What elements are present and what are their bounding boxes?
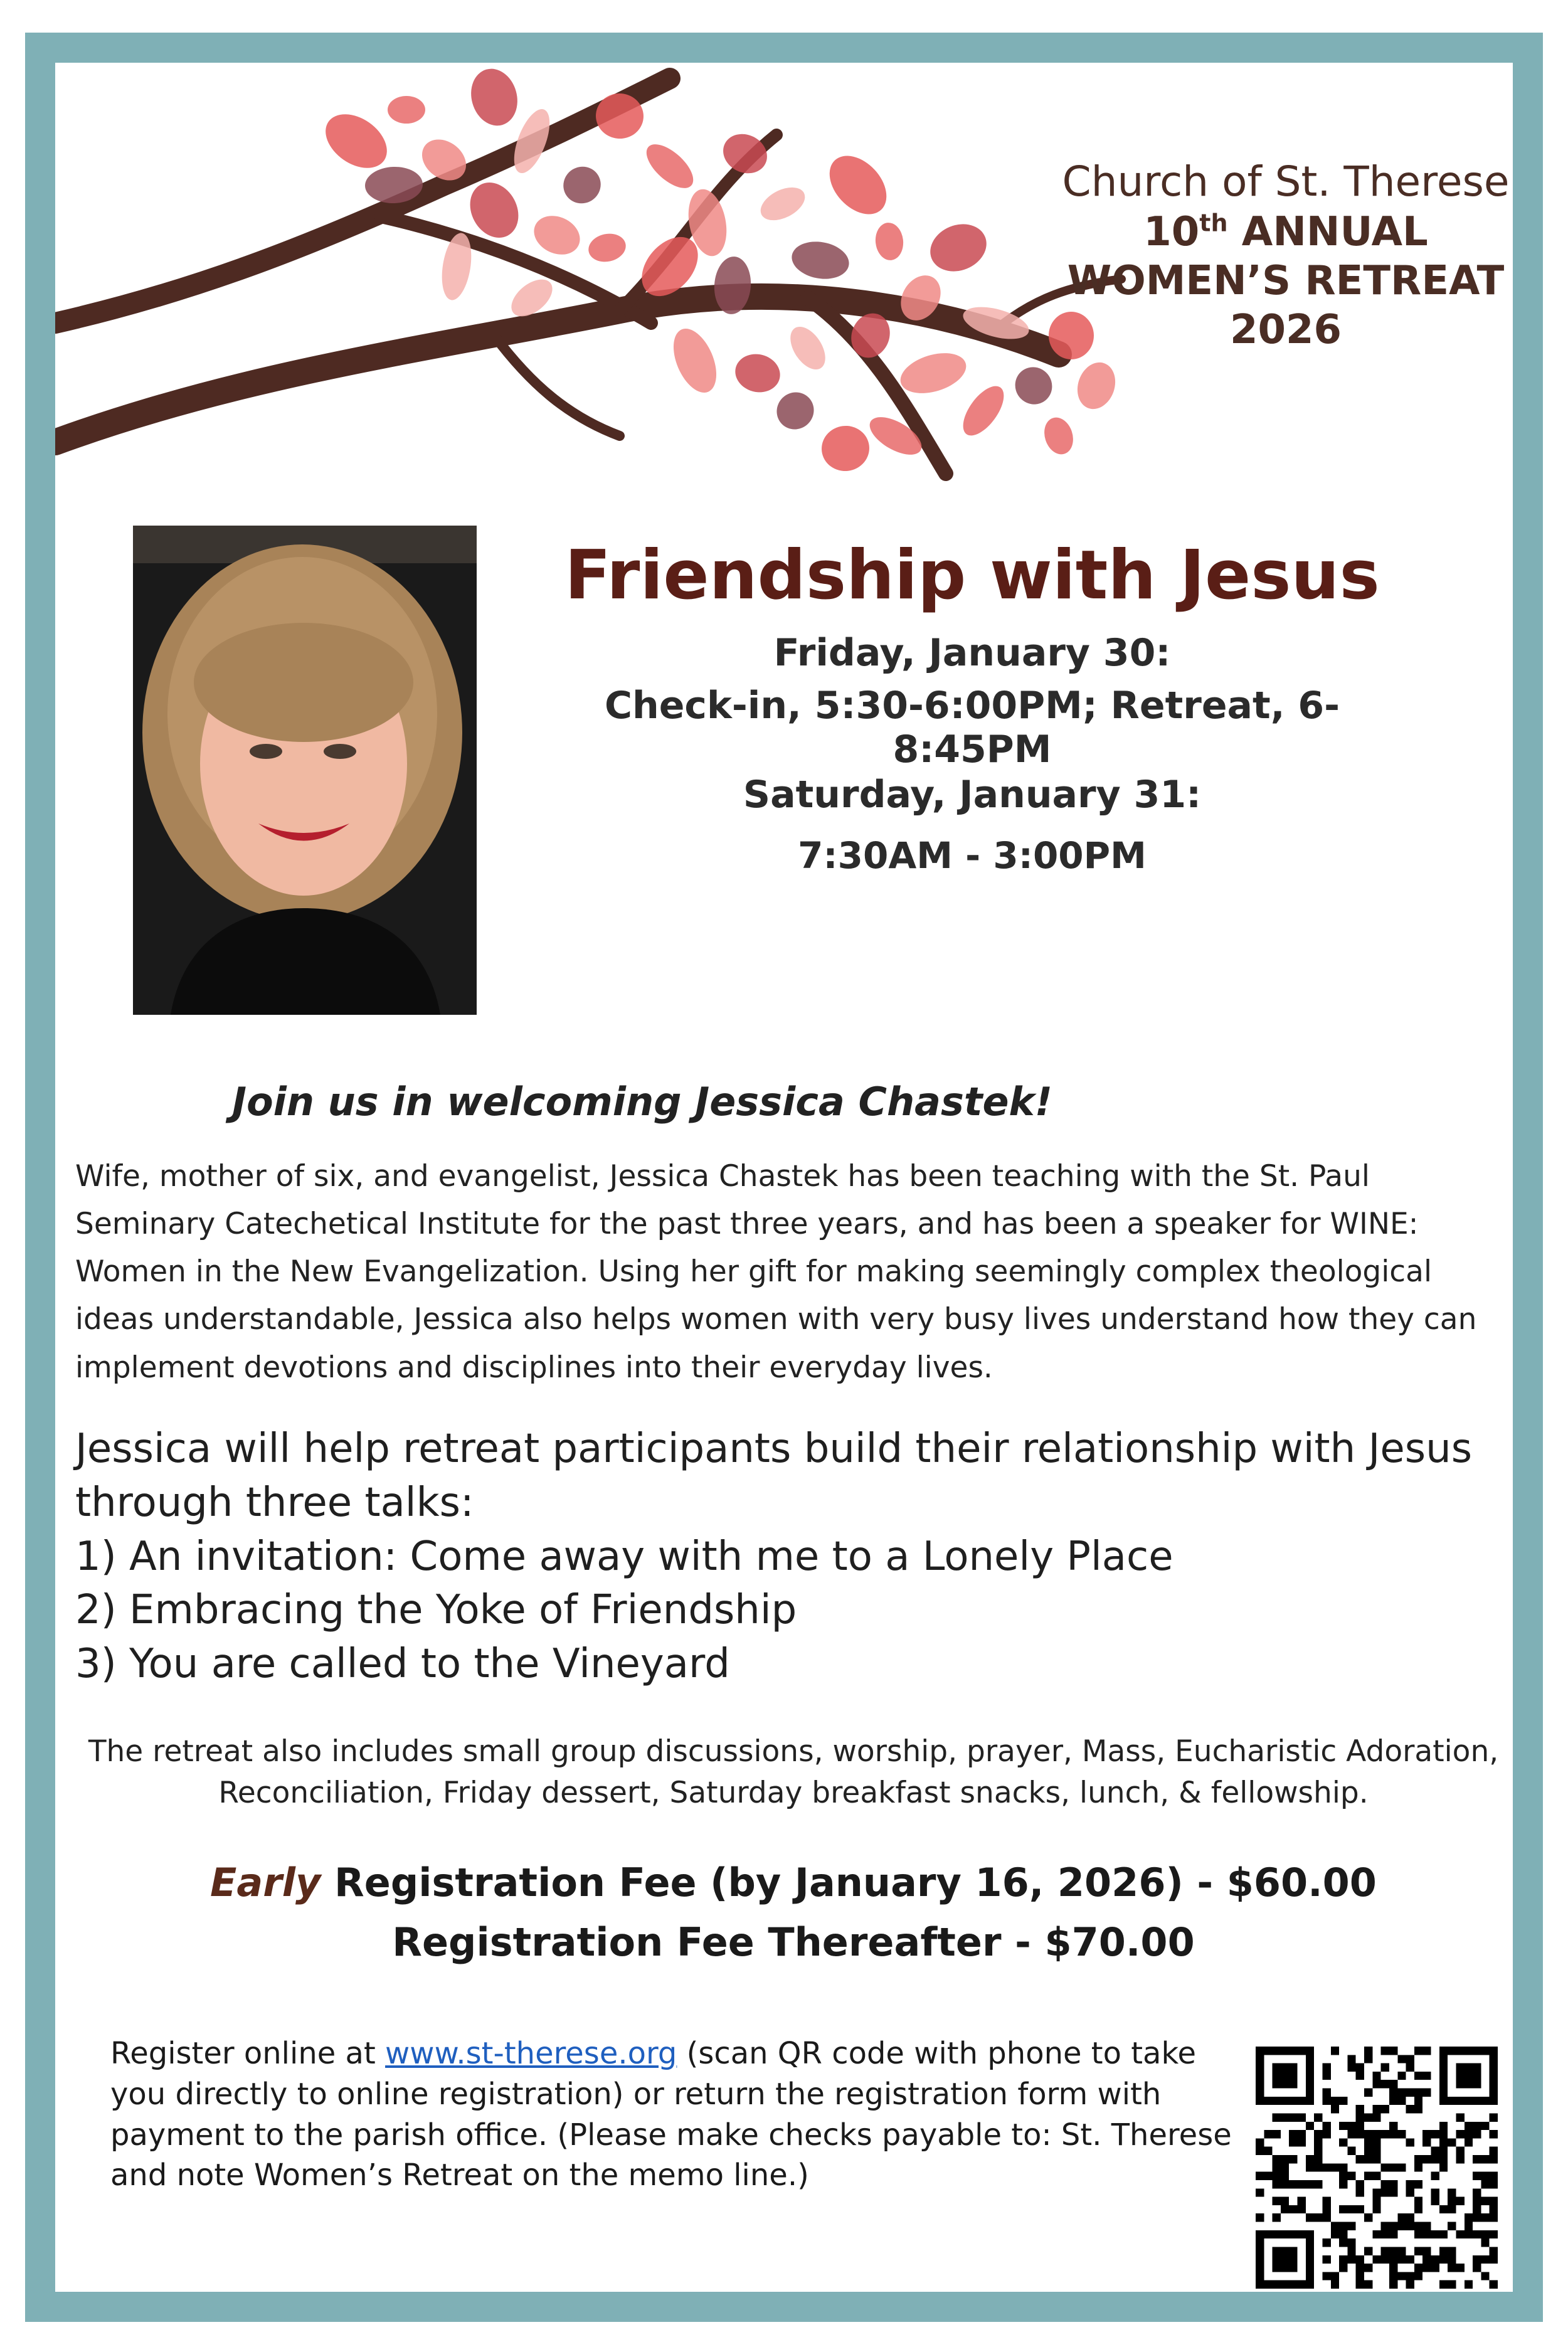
blossom-petal	[1008, 360, 1060, 412]
saturday-date: Saturday, January 31:	[743, 773, 1202, 817]
website-link[interactable]: www.st-therese.org	[385, 2036, 677, 2071]
blossom-petal	[639, 137, 701, 196]
annual-number: 10	[1143, 208, 1200, 255]
annual-line	[1029, 208, 1543, 257]
blossom-petal	[388, 96, 425, 124]
cherry-blossom-branch-illustration	[55, 60, 1153, 499]
blossom-petal	[586, 230, 628, 265]
blossom-petal	[731, 349, 784, 397]
registration-qr-code[interactable]	[1256, 2047, 1498, 2289]
talk-item: 1) An invitation: Come away with me to a Lonely Place	[75, 1533, 1173, 1580]
blossom-petal	[789, 237, 852, 283]
early-fee-text: Registration Fee (by January 16, 2026) - $60.00	[320, 1860, 1377, 1905]
blossom-petal	[783, 320, 832, 376]
blossom-petal	[665, 322, 725, 399]
blossom-petal	[769, 384, 821, 437]
blossom-petal	[556, 160, 608, 211]
event-title: Friendship with Jesus	[564, 536, 1380, 615]
church-heading	[1029, 157, 1543, 354]
church-name: Church of St. Therese	[1062, 157, 1510, 206]
retreat-includes: The retreat also includes small group discussions, worship, prayer, Mass, Eucharistic Adoration, Reconciliation, Friday dessert, Saturday breakfast snacks, lunch, & fellowship.	[88, 1734, 1499, 1810]
blossom-petal	[1071, 358, 1121, 415]
blossom-petal	[315, 103, 397, 179]
friday-times: Check-in, 5:30-6:00PM; Retreat, 6-8:45PM	[604, 684, 1340, 771]
talk-item: 3) You are called to the Vineyard	[75, 1641, 730, 1687]
blossom-petal	[755, 181, 810, 227]
blossom-petal	[716, 127, 773, 180]
blossom-petal	[465, 63, 524, 131]
annual-ordinal: th	[1199, 209, 1228, 237]
retreat-name: WOMEN’S RETREAT	[1067, 257, 1505, 304]
blossom-petal	[818, 145, 898, 225]
friday-date: Friday, January 30:	[773, 631, 1171, 675]
speaker-photo	[133, 526, 477, 1015]
early-fee-line	[75, 1860, 1512, 1905]
blossom-petal	[819, 423, 872, 474]
register-suffix: (scan QR code with phone to take you directly to online registration) or return the registration form with payment to the parish office. (Please make checks payable to: St. Therese and note Women’s Retreat on the memo line.)	[110, 2036, 1232, 2193]
retreat-year: 2026	[1229, 306, 1342, 353]
welcome-heading: Join us in welcoming Jessica Chastek!	[232, 1079, 1053, 1125]
blossom-petal	[874, 221, 905, 262]
blossom-petal	[955, 379, 1012, 442]
blossom-petal	[923, 216, 993, 279]
blossom-petal	[896, 346, 971, 400]
blossom-petal	[527, 209, 586, 262]
later-fee-line: Registration Fee Thereafter - $70.00	[392, 1919, 1195, 1965]
saturday-times: 7:30AM - 3:00PM	[798, 834, 1147, 877]
blossom-petal	[1040, 414, 1078, 458]
talks-section	[75, 1422, 1512, 1692]
early-label: Early	[210, 1860, 321, 1905]
register-prefix: Register online at	[110, 2036, 386, 2071]
talks-intro: Jessica will help retreat participants build their relationship with Jesus through three talks:	[75, 1426, 1473, 1526]
talk-item: 2) Embracing the Yoke of Friendship	[75, 1587, 797, 1634]
annual-word: ANNUAL	[1227, 208, 1428, 255]
registration-instructions	[110, 2033, 1239, 2196]
speaker-bio: Wife, mother of six, and evangelist, Jessica Chastek has been teaching with the St. Paul Seminary Catechetical Institute for the past three years, and has been a speaker for WINE: Women in the New Evangelization. Using her gift for making seemingly complex theological ideas understandable, Jessica also helps women with very busy lives understand how they can implement devotions and disciplines into their everyday lives.	[75, 1159, 1477, 1385]
